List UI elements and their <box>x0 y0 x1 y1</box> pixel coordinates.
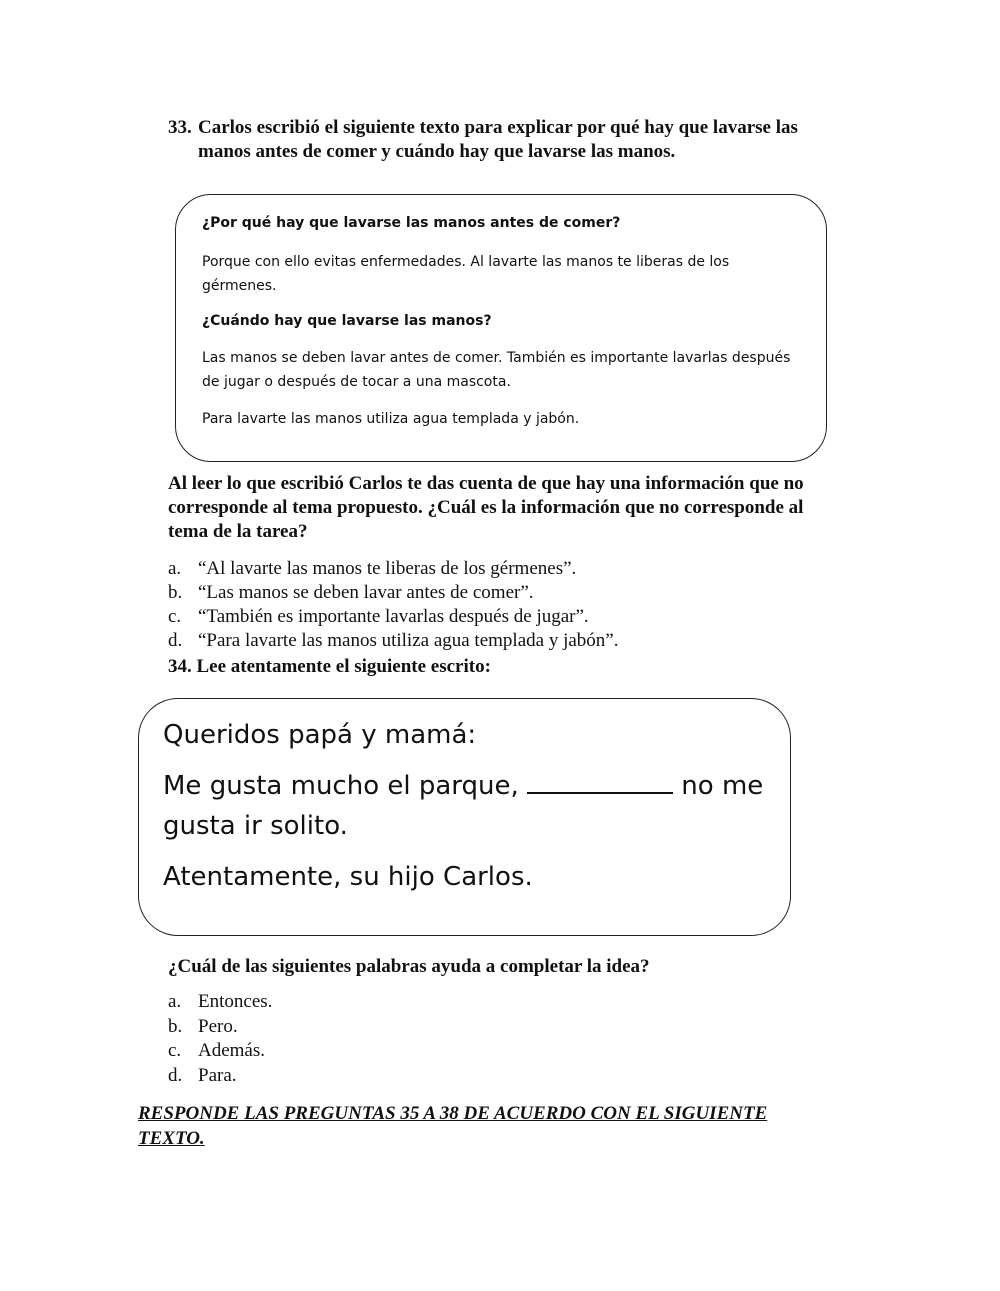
letter-line-1-start: Me gusta mucho el parque, <box>163 771 528 801</box>
question-number: 34. <box>168 656 192 677</box>
option-letter: d. <box>168 630 183 651</box>
paragraph-how: Para lavarte las manos utiliza agua templada y jabón. <box>202 411 580 427</box>
option-letter: a. <box>168 558 182 579</box>
heading-when: ¿Cuándo hay que lavarse las manos? <box>202 313 492 329</box>
option-letter: c. <box>168 1040 182 1061</box>
letter-greeting: Queridos papá y mamá: <box>163 720 477 750</box>
question-34-prompt <box>168 656 491 678</box>
paragraph-when: Las manos se deben lavar antes de comer. También es importante lavarlas después de jugar o después de tocar a una mascota. <box>202 350 791 390</box>
option-letter: c. <box>168 606 182 627</box>
question-text: Lee atentamente el siguiente escrito: <box>196 656 491 677</box>
option-letter: b. <box>168 1015 183 1037</box>
option-letter: b. <box>168 582 183 603</box>
letter-line-2: gusta ir solito. <box>163 811 348 841</box>
option-text: Pero. <box>198 1015 238 1037</box>
option-text: “Para lavarte las manos utiliza agua templada y jabón”. <box>198 630 619 651</box>
question-number: 33. <box>168 117 192 138</box>
question-33-question: Al leer lo que escribió Carlos te das cuenta de que hay una información que no corresponde al tema propuesto. ¿Cuál es la información que no corresponde al tema de la tarea? <box>168 473 804 542</box>
section-instruction: RESPONDE LAS PREGUNTAS 35 A 38 DE ACUERDO CON EL SIGUIENTE TEXTO. <box>138 1103 768 1149</box>
letter-box <box>138 698 791 936</box>
option-text: Además. <box>198 1040 266 1061</box>
option-letter: d. <box>168 1064 183 1086</box>
option-text: “Las manos se deben lavar antes de comer”. <box>198 582 534 603</box>
carlos-text-box <box>175 194 827 462</box>
paragraph-why: Porque con ello evitas enfermedades. Al lavarte las manos te liberas de los gérmenes. <box>202 254 730 294</box>
question-34-question: ¿Cuál de las siguientes palabras ayuda a completar la idea? <box>168 956 650 977</box>
option-text: “Al lavarte las manos te liberas de los gérmenes”. <box>198 558 577 579</box>
heading-why: ¿Por qué hay que lavarse las manos antes de comer? <box>202 215 621 231</box>
letter-line-1-end: no me <box>673 771 764 801</box>
question-text: Carlos escribió el siguiente texto para explicar por qué hay que lavarse las manos antes de comer y cuándo hay que lavarse las manos. <box>198 117 798 162</box>
option-text: Para. <box>198 1064 237 1086</box>
option-letter: a. <box>168 991 182 1012</box>
fill-in-blank[interactable] <box>527 766 673 794</box>
letter-closing: Atentamente, su hijo Carlos. <box>163 862 533 892</box>
option-text: “También es importante lavarlas después de jugar”. <box>198 606 589 627</box>
option-text: Entonces. <box>198 991 273 1012</box>
letter-line-1 <box>163 766 763 806</box>
question-33-prompt <box>168 116 848 164</box>
